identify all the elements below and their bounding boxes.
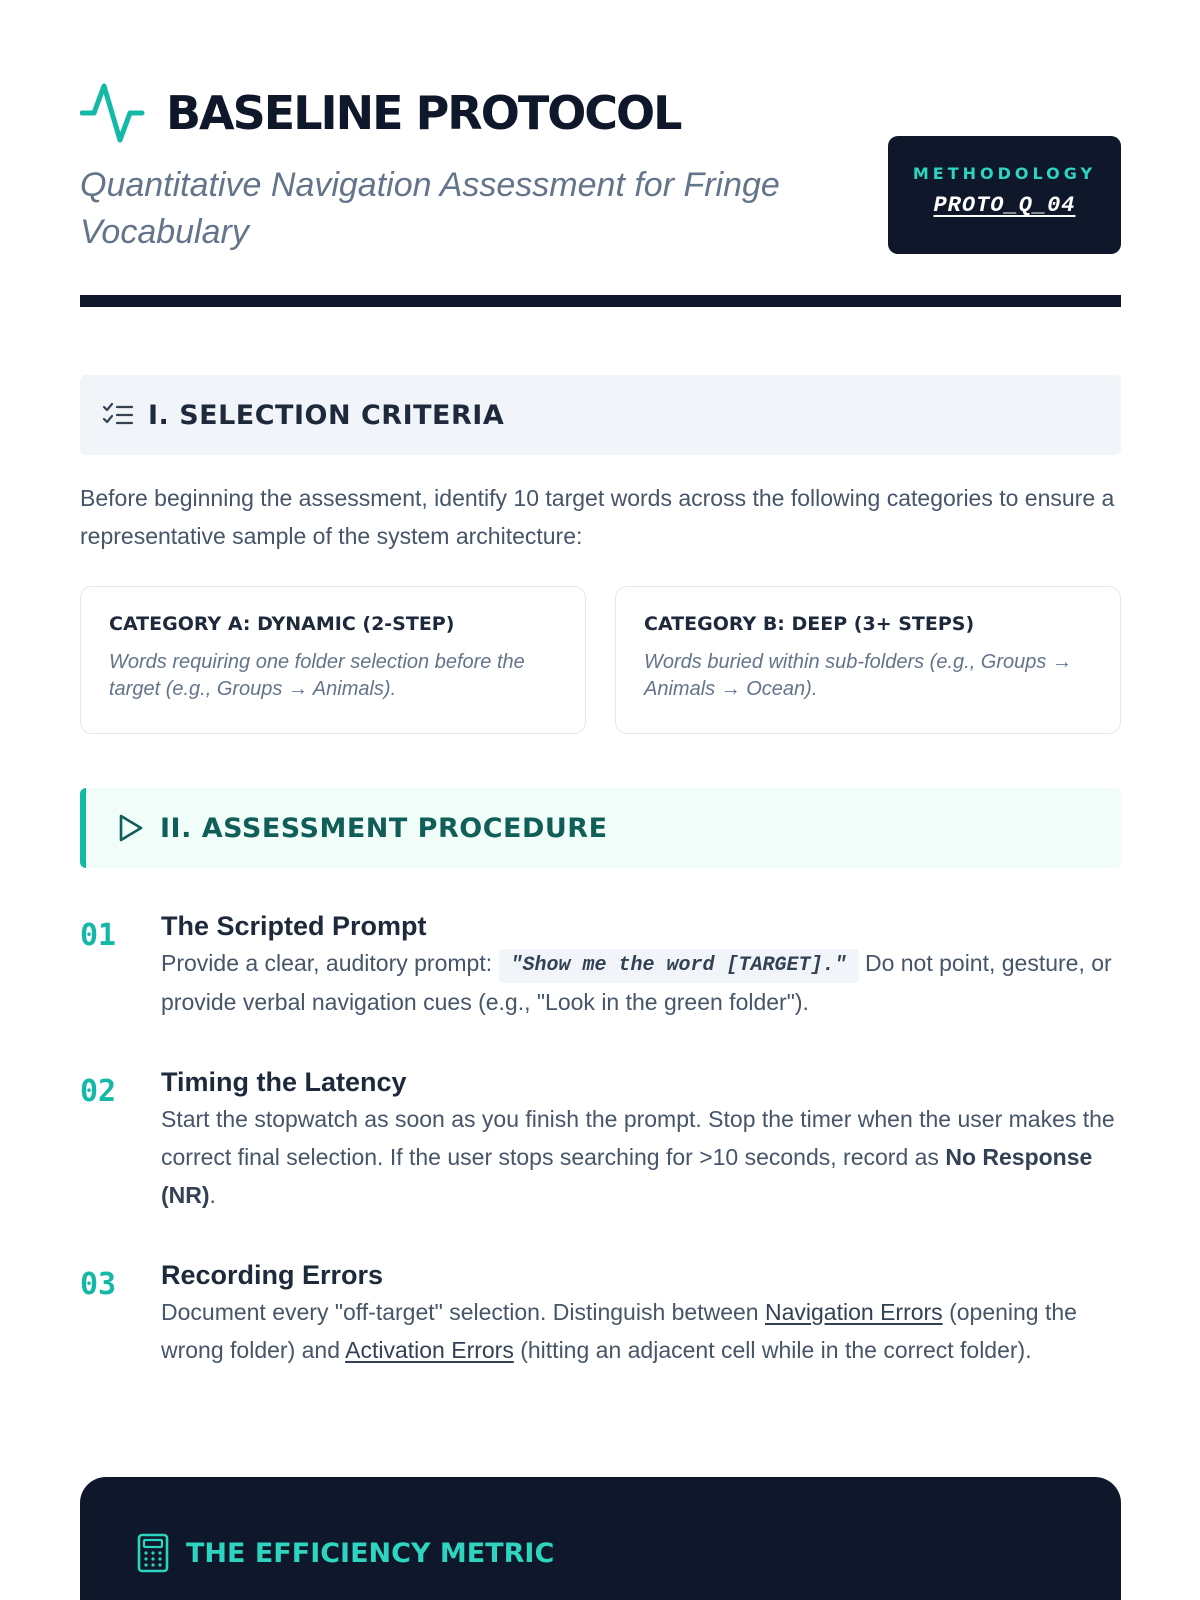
step-text-pre: Provide a clear, auditory prompt:: [161, 950, 493, 976]
header-divider: [80, 295, 1121, 307]
step-text-pre: Document every "off-target" selection. Distinguish between: [161, 1299, 759, 1325]
section-title: I. SELECTION CRITERIA: [148, 399, 505, 431]
step-number: 02: [80, 1074, 117, 1109]
step-number: 01: [80, 918, 117, 953]
header: [80, 0, 1121, 306]
step-title: Recording Errors: [161, 1260, 384, 1290]
section-selection-criteria: [80, 375, 1121, 455]
step-text: [161, 1100, 1121, 1214]
efficiency-metric-panel: [80, 1477, 1121, 1600]
step-number: 03: [80, 1267, 117, 1302]
step-text-post: Do not point, gesture, or provide verbal navigation cues (e.g., "Look in the green folder").: [161, 950, 1112, 1015]
panel-header: [136, 1533, 554, 1573]
methodology-badge: [888, 136, 1121, 254]
prompt-script: "Show me the word [TARGET].": [499, 949, 859, 983]
section-assessment-procedure: [80, 788, 1121, 868]
step-text-mid: (opening the wrong folder) and: [161, 1299, 1077, 1363]
badge-value: PROTO_Q_04: [933, 193, 1076, 218]
step-body: [161, 1257, 1121, 1369]
page-subtitle: Quantitative Navigation Assessment for Fringe Vocabulary: [80, 166, 780, 251]
page-title: BASELINE PROTOCOL: [166, 86, 681, 140]
card-title: CATEGORY A: DYNAMIC (2-STEP): [109, 613, 455, 635]
step-text: [161, 944, 1121, 1021]
card-description: Words requiring one folder selection before the target (e.g., Groups → Animals).: [109, 651, 525, 700]
checklist-icon: [102, 399, 134, 431]
category-card-a: [80, 586, 586, 734]
protocol-page: [80, 0, 1121, 1569]
step-text: [161, 1293, 1121, 1369]
section-title: II. ASSESSMENT PROCEDURE: [160, 812, 608, 844]
badge-label: METHODOLOGY: [912, 164, 1097, 183]
play-icon: [114, 812, 146, 844]
step-text-post: .: [209, 1182, 216, 1208]
activation-errors-term: Activation Errors: [345, 1337, 514, 1363]
selection-intro: Before beginning the assessment, identify 10 target words across the following categories to ensure a representative sample of the system architecture:: [80, 485, 1115, 549]
title-row: [80, 82, 680, 144]
card-title: CATEGORY B: DEEP (3+ STEPS): [644, 613, 975, 635]
step-title: Timing the Latency: [161, 1067, 407, 1097]
category-card-b: [615, 586, 1121, 734]
pulse-icon: [80, 82, 146, 144]
card-description: Words buried within sub-folders (e.g., Groups → Animals → Ocean).: [644, 651, 1072, 700]
panel-title: THE EFFICIENCY METRIC: [186, 1537, 555, 1569]
calculator-icon: [136, 1533, 170, 1573]
step-text-pre: Start the stopwatch as soon as you finish the prompt. Stop the timer when the user makes the correct final selection. If the user stops searching for >10 seconds, record as: [161, 1106, 1115, 1170]
step-title: The Scripted Prompt: [161, 911, 427, 941]
step-body: [161, 1064, 1121, 1214]
step-body: [161, 908, 1121, 1021]
navigation-errors-term: Navigation Errors: [765, 1299, 943, 1325]
step-text-post: (hitting an adjacent cell while in the correct folder).: [520, 1337, 1032, 1363]
no-response-term: No Response (NR): [161, 1144, 1093, 1208]
